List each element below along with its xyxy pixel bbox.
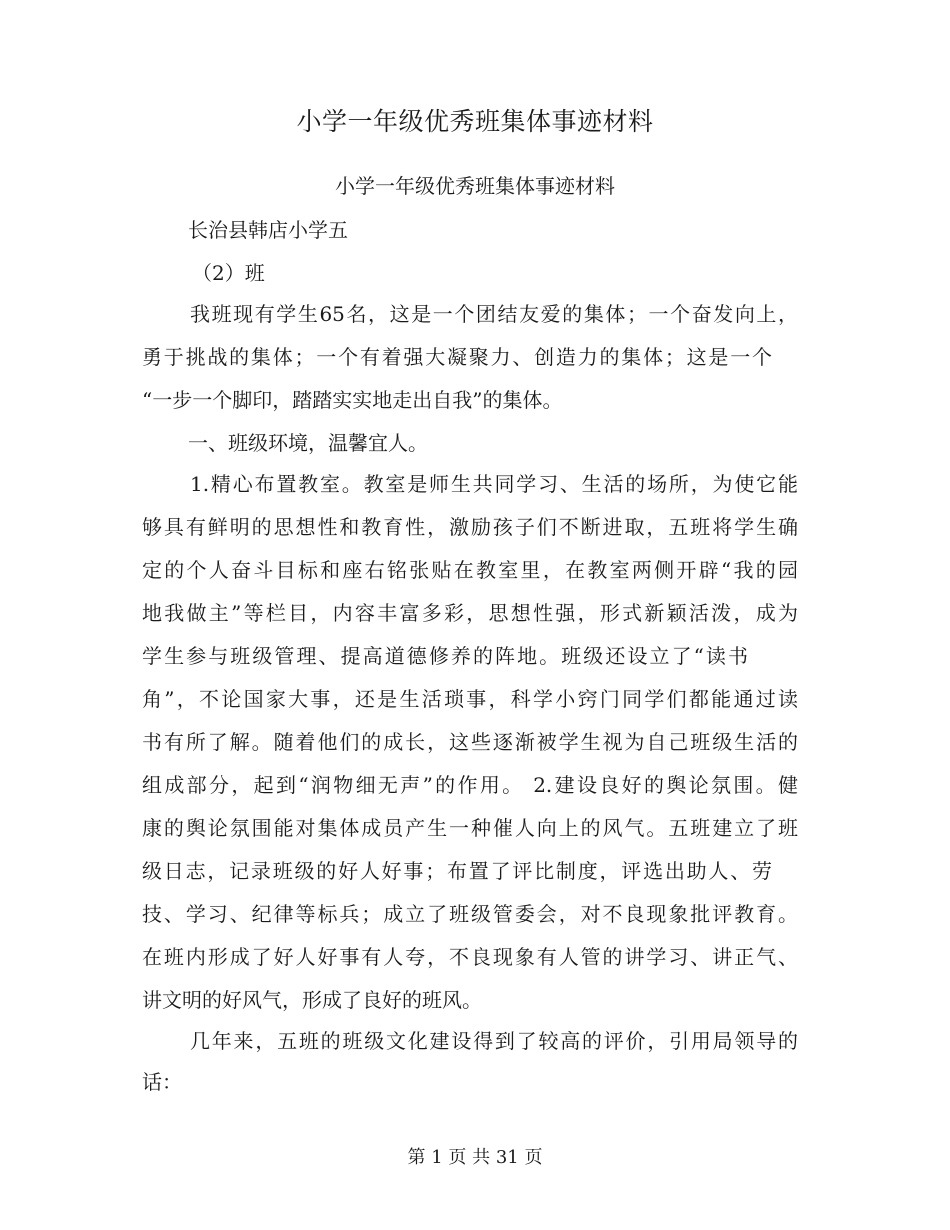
body-line: 康的舆论氛围能对集体成员产生一种催人向上的风气。五班建立了班 xyxy=(142,816,798,840)
body-line: 技、学习、纪律等标兵；成立了班级管委会，对不良现象批评教育。 xyxy=(142,902,798,926)
section-heading: 一、班级环境，温馨宜人。 xyxy=(188,431,428,455)
closing-line: 几年来，五班的班级文化建设得到了较高的评价，引用局领导的 xyxy=(190,1029,798,1053)
body-line: 定的个人奋斗目标和座右铭张贴在教室里，在教室两侧开辟“我的园 xyxy=(142,558,798,582)
body-line: 级日志，记录班级的好人好事；布置了评比制度，评选出助人、劳 xyxy=(142,859,772,883)
document-subtitle: 小学一年级优秀班集体事迹材料 xyxy=(335,174,615,198)
closing-line: 话： xyxy=(142,1070,182,1094)
body-line: 讲文明的好风气，形成了良好的班风。 xyxy=(142,988,482,1012)
class-name: （2）班 xyxy=(192,261,265,285)
body-line: 学生参与班级管理、提高道德修养的阵地。班级还设立了“读书 xyxy=(142,644,748,668)
body-line: 书有所了解。随着他们的成长，这些逐渐被学生视为自己班级生活的 xyxy=(142,730,798,754)
body-line: 地我做主”等栏目，内容丰富多彩，思想性强，形式新颖活泼，成为 xyxy=(142,601,798,625)
school-name: 长治县韩店小学五 xyxy=(188,218,348,242)
body-line: 够具有鲜明的思想性和教育性，激励孩子们不断进取，五班将学生确 xyxy=(142,515,798,539)
body-line: 角”，不论国家大事，还是生活琐事，科学小窍门同学们都能通过读 xyxy=(142,687,798,711)
intro-line: “一步一个脚印，踏踏实实地走出自我”的集体。 xyxy=(142,388,563,412)
body-line: 在班内形成了好人好事有人夸，不良现象有人管的讲学习、讲正气、 xyxy=(142,945,798,969)
page-footer: 第 1 页 共 31 页 xyxy=(407,1147,543,1168)
body-line: 组成部分，起到“润物细无声”的作用。 2.建设良好的舆论氛围。健 xyxy=(142,773,798,797)
intro-line: 勇于挑战的集体；一个有着强大凝聚力、创造力的集体；这是一个 xyxy=(142,345,772,369)
document-title: 小学一年级优秀班集体事迹材料 xyxy=(296,107,654,136)
intro-line: 我班现有学生65名，这是一个团结友爱的集体；一个奋发向上， xyxy=(190,302,798,326)
body-line: 1.精心布置教室。教室是师生共同学习、生活的场所，为使它能 xyxy=(190,472,798,496)
